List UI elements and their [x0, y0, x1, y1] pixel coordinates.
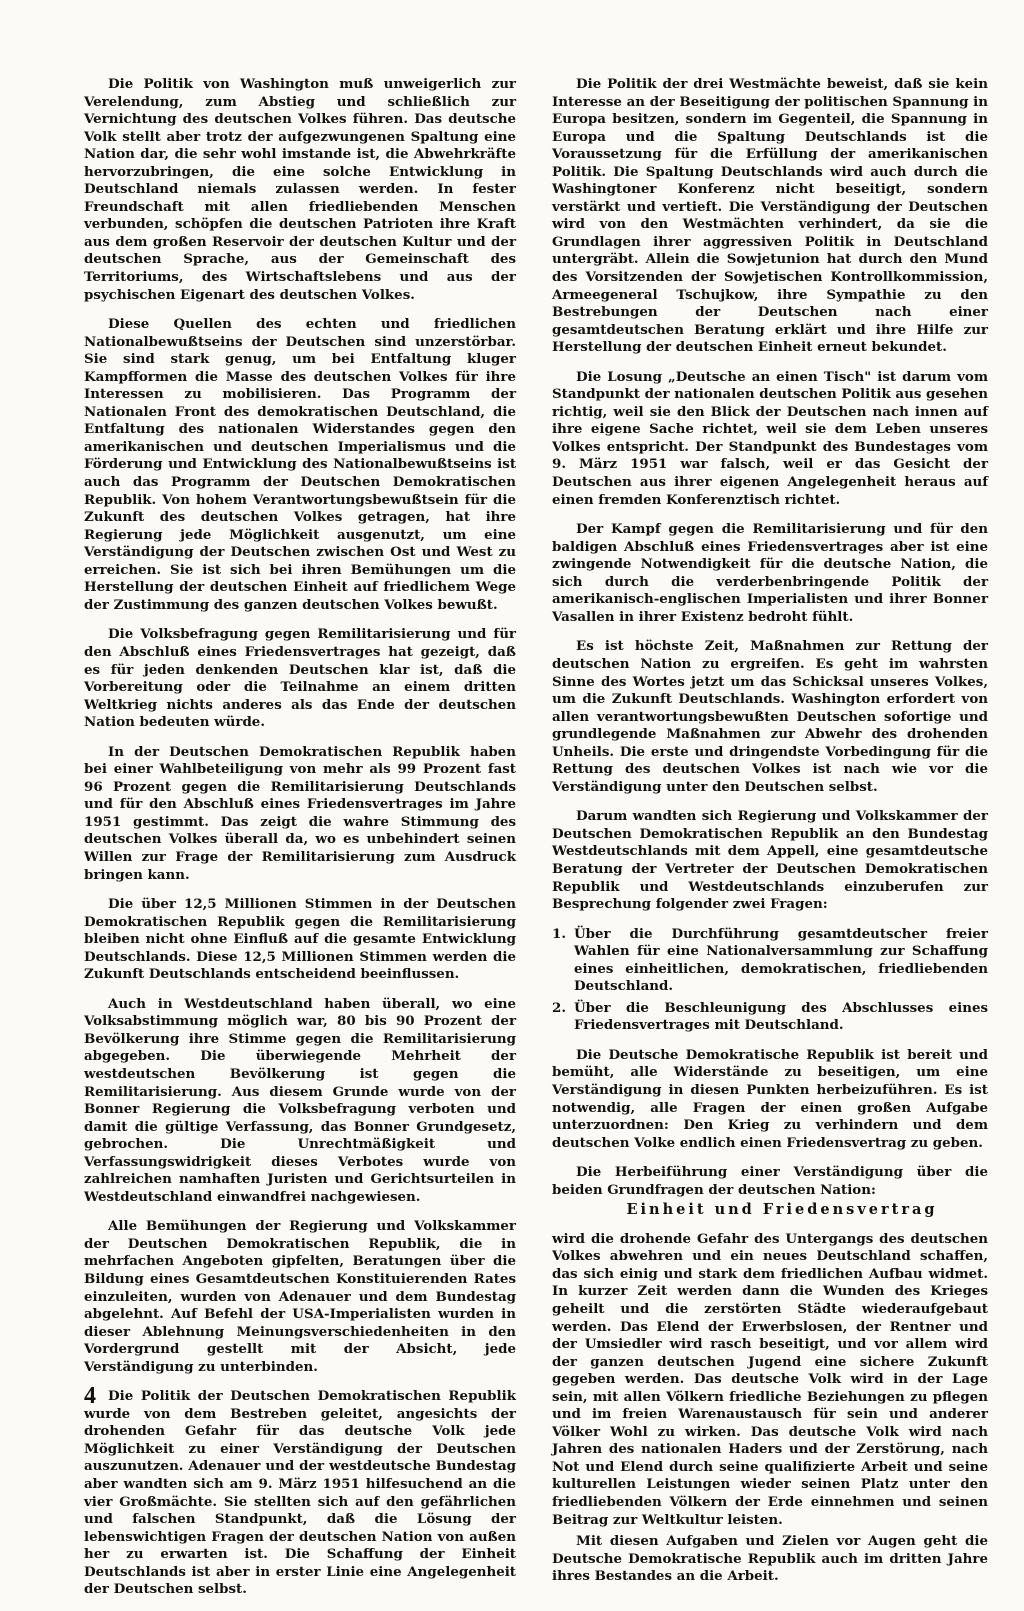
- paragraph: Die Volksbefragung gegen Remilitarisierung und für den Abschluß eines Friedensvertrages hat gezeigt, daß es für jeden denkenden Deutschen klar ist, daß die Vorbereitung oder die Teilnahme an einem dritten Weltkrieg nichts anderes als das Ende der deutschen Nation bedeuten würde.: [84, 626, 516, 731]
- paragraph: Die Losung „Deutsche an einen Tisch" ist darum vom Standpunkt der nationalen deutschen Politik aus gesehen richtig, weil sie den Blick der Deutschen nach innen auf ihre eigene Sache richtet, weil sie dem Leben unseres Volkes entspricht. Der Standpunkt des Bundestages vom 9. März 1951 war falsch, weil er das Gesicht der Deutschen aus ihrer eigenen Angelegenheit heraus auf einen fremden Konferenztisch richtet.: [552, 368, 988, 508]
- list-number: 1.: [552, 925, 566, 942]
- page-number: 4: [84, 1383, 96, 1409]
- paragraph: Die Deutsche Demokratische Republik ist bereit und bemüht, alle Widerstände zu beseitigen, um eine Verständigung in diesen Punkten herbeizuführen. Es ist notwendig, alle Fragen der einen großen Aufgabe unterzuordnen: Den Krieg zu verhindern und dem deutschen Volke endlich einen Friedensvertrag zu geben.: [552, 1046, 988, 1151]
- paragraph: Die Politik der drei Westmächte beweist, daß sie kein Interesse an der Beseitigung der politischen Spannung in Europa besitzen, sondern im Gegenteil, die Spannung in Europa und die Spaltung Deutschlands ist die Voraussetzung für die Erfüllung der amerikanischen Politik. Die Spaltung Deutschlands wird auch durch die Washingtoner Konferenz nicht beseitigt, sondern verstärkt und vertieft. Die Verständigung der Deutschen wird von den Westmächten verhindert, da sie die Grundlagen ihrer aggressiven Politik in Deutschland untergräbt. Allein die Sowjetunion hat durch den Mund des Vorsitzenden der Sowjetischen Kontrollkommission, Armeegeneral Tschujkow, ihre Sympathie zu den Bestrebungen der Deutschen nach einer gesamtdeutschen Beratung erklärt und ihre Hilfe zur Herstellung der deutschen Einheit erneut bekundet.: [552, 76, 988, 356]
- paragraph: Auch in Westdeutschland haben überall, wo eine Volksabstimmung möglich war, 80 bis 90 Prozent der Bevölkerung ihre Stimme gegen die Remilitarisierung abgegeben. Die überwiegende Mehrheit der westdeutschen Bevölkerung ist gegen die Remilitarisierung. Aus diesem Grunde wurde von der Bonner Regierung die Volksbefragung verboten und damit die gültige Verfassung, das Bonner Grundgesetz, gebrochen. Die Unrechtmäßigkeit und Verfassungswidrigkeit dieses Verbotes wurde von zahlreichen namhaften Juristen und Gerichtsurteilen in Westdeutschland einwandfrei nachgewiesen.: [84, 995, 516, 1205]
- paragraph: Diese Quellen des echten und friedlichen Nationalbewußtseins der Deutschen sind unzerstörbar. Sie sind stark genug, um bei Entfaltung kluger Kampfformen die Masse des deutschen Volkes für ihre Interessen zu mobilisieren. Das Programm der Nationalen Front des demokratischen Deutschland, die Entfaltung des nationalen Widerstandes gegen den amerikanischen und deutschen Imperialismus und die Förderung und Entwicklung des Nationalbewußtseins ist auch das Programm der Deutschen Demokratischen Republik. Von hohem Verantwortungsbewußtsein für die Zukunft des deutschen Volkes getragen, hat ihre Regierung jede Möglichkeit ausgenutzt, um eine Verständigung der Deutschen zwischen Ost und West zu erreichen. Sie ist sich bei ihren Bemühungen um die Herstellung der deutschen Einheit auf friedlichem Wege der Zustimmung des ganzen deutschen Volkes bewußt.: [84, 316, 516, 613]
- section-heading: Einheit und Friedensvertrag: [626, 1201, 938, 1219]
- paragraph: Darum wandten sich Regierung und Volkskammer der Deutschen Demokratischen Republik an den Bundestag Westdeutschlands mit dem Appell, eine gesamtdeutsche Beratung der Vertreter der Deutschen Demokratischen Republik und Westdeutschlands einzuberufen zur Besprechung folgender zwei Fragen:: [552, 808, 988, 913]
- list-number: 2.: [552, 999, 566, 1016]
- paragraph: wird die drohende Gefahr des Untergangs des deutschen Volkes abwehren und ein neues Deutschland schaffen, das sich einig und stark dem friedlichen Aufbau widmet. In kurzer Zeit werden dann die Wunden des Krieges geheilt und die zerstörten Städte wiederaufgebaut werden. Das Elend der Erwerbslosen, der Rentner und der Umsiedler wird rasch beseitigt, und vor allem wird der ganzen deutschen Jugend eine sichere Zukunft gegeben werden. Das deutsche Volk wird in der Lage sein, mit allen Völkern friedliche Beziehungen zu pflegen und im freien Warenaustausch für sein und anderer Völker Wohl zu wirken. Das deutsche Volk wird nach Jahren des nationalen Haders und der Zerstörung, nach Not und Elend durch seine qualifizierte Arbeit und seine kulturellen Leistungen wieder seinen Platz unter den friedliebenden Völkern der Erde einnehmen und seinen Beitrag zur Weltkultur leisten.: [552, 1230, 988, 1528]
- paragraph: Alle Bemühungen der Regierung und Volkskammer der Deutschen Demokratischen Republik, die in mehrfachen Angeboten gipfelten, Beratungen über die Bildung eines Gesamtdeutschen Konstituierenden Rates einzuleiten, wurden von Adenauer und dem Bundestag abgelehnt. Auf Befehl der USA-Imperialisten wurden in dieser Ablehnung Meinungsverschiedenheiten in den Vordergrund gestellt mit der Absicht, jede Verständigung zu unterbinden.: [84, 1218, 516, 1375]
- paragraph: Es ist höchste Zeit, Maßnahmen zur Rettung der deutschen Nation zu ergreifen. Es geht im wahrsten Sinne des Wortes jetzt um das Schicksal unseres Volkes, um die Zukunft Deutschlands. Washington erfordert von allen verantwortungsbewußten Deutschen sofortige und grundlegende Maßnahmen zur Abwehr des drohenden Unheils. Die erste und dringendste Vorbedingung für die Rettung des deutschen Volkes ist nach wie vor die Verständigung unter den Deutschen selbst.: [552, 638, 988, 795]
- paragraph: Die Herbeiführung einer Verständigung über die beiden Grundfragen der deutschen Nation:: [552, 1164, 988, 1198]
- right-column: [552, 76, 988, 1598]
- question-list: [552, 926, 988, 1035]
- paragraph: In der Deutschen Demokratischen Republik haben bei einer Wahlbeteiligung von mehr als 99 Prozent fast 96 Prozent gegen die Remilitarisierung Deutschlands und für den Abschluß eines Friedensvertrages im Jahre 1951 gestimmt. Das zeigt die wahre Stimmung des deutschen Volkes überall da, wo es unbehindert seinen Willen zur Frage der Remilitarisierung zum Ausdruck bringen kann.: [84, 743, 516, 883]
- paragraph: Die Politik der Deutschen Demokratischen Republik wurde von dem Bestreben geleitet, angesichts der drohenden Gefahr für das deutsche Volk jede Möglichkeit zu einer Verständigung der Deutschen auszunutzen. Adenauer und der westdeutsche Bundestag aber wandten sich am 9. März 1951 hilfesuchend an die vier Großmächte. Sie stellten sich auf den gefährlichen und falschen Standpunkt, daß die Lösung der lebenswichtigen Fragen der deutschen Nation von außen her zu erwarten ist. Die Schaffung der Einheit Deutschlands ist aber in erster Linie eine Angelegenheit der Deutschen selbst.: [84, 1388, 516, 1598]
- list-text: Über die Beschleunigung des Abschlusses eines Friedensvertrages mit Deutschland.: [574, 999, 988, 1034]
- paragraph: Die Politik von Washington muß unweigerlich zur Verelendung, zum Abstieg und schließlich zur Vernichtung des deutschen Volkes führen. Das deutsche Volk stellt aber trotz der aufgezwungenen Spaltung eine Nation dar, die sehr wohl imstande ist, die Abwehrkräfte hervorzubringen, die eine solche Entwicklung in Deutschland niemals zulassen werden. In fester Freundschaft mit allen friedliebenden Menschen verbunden, schöpfen die deutschen Patrioten ihre Kraft aus dem großen Reservoir der deutschen Kultur und der deutschen Sprache, aus der Gemeinschaft des Territoriums, des Wirtschaftslebens und aus der psychischen Eigenart des deutschen Volkes.: [84, 76, 516, 303]
- paragraph: Die über 12,5 Millionen Stimmen in der Deutschen Demokratischen Republik gegen die Remilitarisierung bleiben nicht ohne Einfluß auf die gesamte Entwicklung Deutschlands. Diese 12,5 Millionen Stimmen werden die Zukunft Deutschlands entscheidend beeinflussen.: [84, 896, 516, 983]
- left-column: [84, 76, 516, 1611]
- list-item: [552, 926, 988, 996]
- list-item: [552, 1000, 988, 1035]
- paragraph: Mit diesen Aufgaben und Zielen vor Augen geht die Deutsche Demokratische Republik auch im dritten Jahre ihres Bestandes an die Arbeit.: [552, 1533, 988, 1585]
- paragraph: Der Kampf gegen die Remilitarisierung und für den baldigen Abschluß eines Friedensvertrages aber ist eine zwingende Notwendigkeit für die deutsche Nation, die sich durch die verderbenbringende Politik der amerikanisch-englischen Imperialisten und ihrer Bonner Vasallen in ihrer Existenz bedroht fühlt.: [552, 521, 988, 625]
- list-text: Über die Durchführung gesamtdeutscher freier Wahlen für eine Nationalversammlung zur Schaffung eines einheitlichen, demokratischen, friedliebenden Deutschland.: [574, 925, 988, 995]
